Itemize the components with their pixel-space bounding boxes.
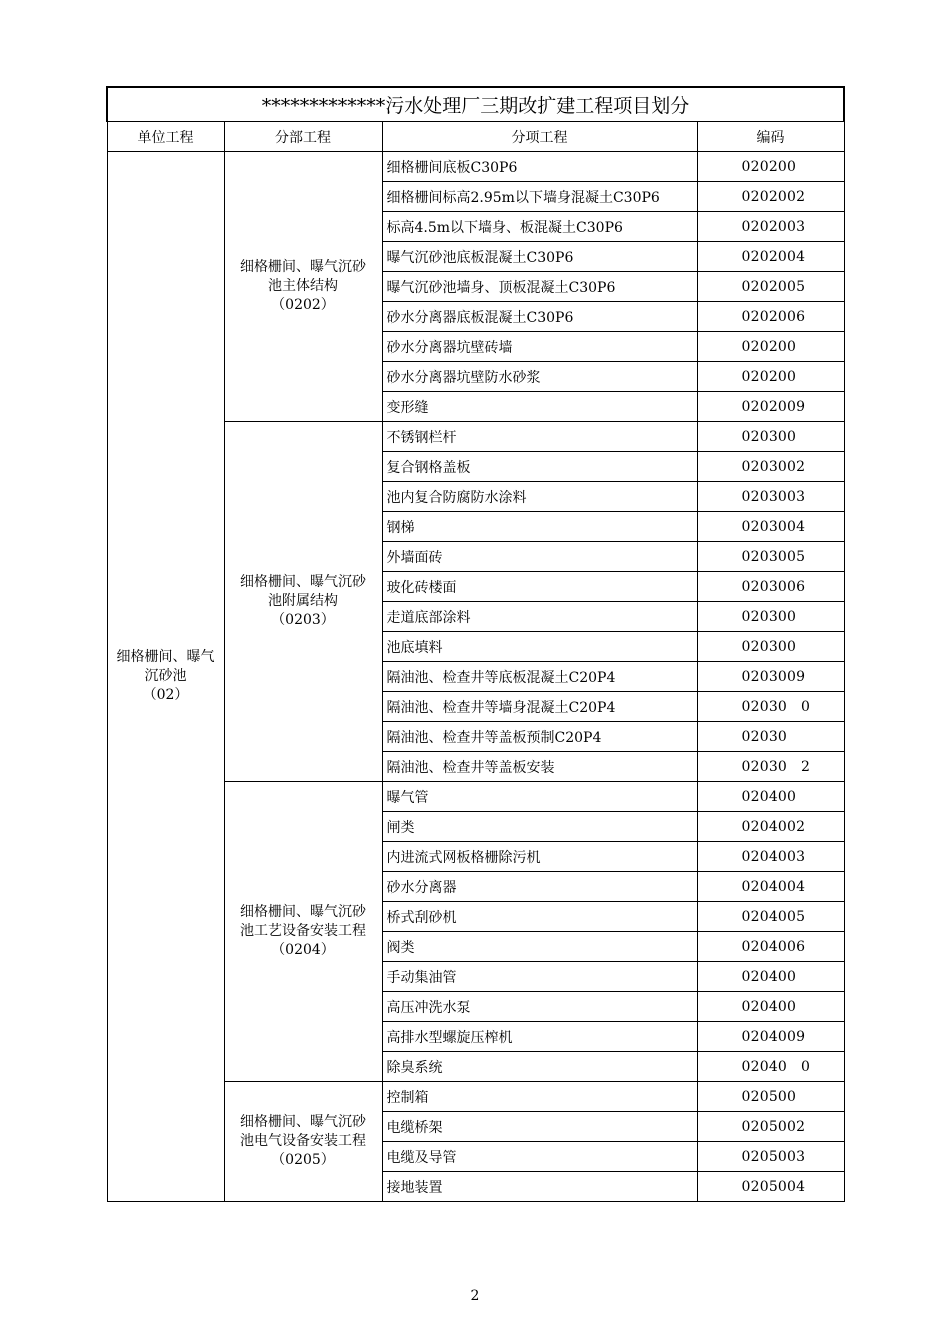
sub-item-cell: 高压冲洗水泵 [382, 992, 697, 1022]
project-division-table [106, 86, 845, 1202]
code-cell: 020300 [697, 632, 844, 662]
code-cell: 020300 [697, 422, 844, 452]
division-project-line: （0204） [271, 942, 335, 958]
code-cell: 0203009 [697, 662, 844, 692]
division-project-line: 池电气设备安装工程 [240, 1133, 366, 1149]
unit-project-line: （02） [142, 687, 189, 703]
sub-item-cell: 隔油池、检查井等盖板预制C20P4 [382, 722, 697, 752]
unit-project-cell [107, 152, 224, 1202]
sub-item-cell: 池内复合防腐防水涂料 [382, 482, 697, 512]
code-cell: 02040 0 [697, 1052, 844, 1082]
title-row [107, 87, 844, 122]
code-cell: 0204005 [697, 902, 844, 932]
division-project-line: 细格栅间、曝气沉砂 [240, 904, 366, 920]
division-project-line: 细格栅间、曝气沉砂 [240, 574, 366, 590]
division-project-cell [224, 1082, 382, 1202]
code-cell: 0203003 [697, 482, 844, 512]
sub-item-cell: 电缆及导管 [382, 1142, 697, 1172]
code-cell: 0202009 [697, 392, 844, 422]
code-cell: 0204003 [697, 842, 844, 872]
code-cell: 0204002 [697, 812, 844, 842]
code-cell: 0203004 [697, 512, 844, 542]
code-cell: 0203002 [697, 452, 844, 482]
code-cell: 020400 [697, 782, 844, 812]
division-project-line: 细格栅间、曝气沉砂 [240, 259, 366, 275]
code-cell: 020200 [697, 332, 844, 362]
sub-item-cell: 隔油池、检查井等底板混凝土C20P4 [382, 662, 697, 692]
sub-item-cell: 池底填料 [382, 632, 697, 662]
page-number: 2 [470, 1288, 480, 1304]
sub-item-cell: 砂水分离器坑壁防水砂浆 [382, 362, 697, 392]
sub-item-cell: 闸类 [382, 812, 697, 842]
sub-item-cell: 标高4.5m以下墙身、板混凝土C30P6 [382, 212, 697, 242]
header-unit: 单位工程 [107, 122, 224, 152]
sub-item-cell: 阀类 [382, 932, 697, 962]
code-cell: 020300 [697, 602, 844, 632]
code-cell: 02030 0 [697, 692, 844, 722]
sub-item-cell: 细格栅间底板C30P6 [382, 152, 697, 182]
sub-item-cell: 钢梯 [382, 512, 697, 542]
header-item: 分项工程 [382, 122, 697, 152]
sub-item-cell: 不锈钢栏杆 [382, 422, 697, 452]
sub-item-cell: 隔油池、检查井等盖板安装 [382, 752, 697, 782]
code-cell: 0205003 [697, 1142, 844, 1172]
sub-item-cell: 玻化砖楼面 [382, 572, 697, 602]
table-title: *************污水处理厂三期改扩建工程项目划分 [107, 87, 844, 122]
code-cell: 020400 [697, 962, 844, 992]
code-cell: 0202004 [697, 242, 844, 272]
header-code: 编码 [697, 122, 844, 152]
sub-item-cell: 外墙面砖 [382, 542, 697, 572]
code-cell: 02030 [697, 722, 844, 752]
code-cell: 0202002 [697, 182, 844, 212]
division-project-cell [224, 422, 382, 782]
sub-item-cell: 桥式刮砂机 [382, 902, 697, 932]
code-cell: 0202003 [697, 212, 844, 242]
code-cell: 0202006 [697, 302, 844, 332]
header-row [107, 122, 844, 152]
division-project-cell [224, 782, 382, 1082]
code-cell: 02030 2 [697, 752, 844, 782]
division-project-line: （0202） [271, 297, 335, 313]
sub-item-cell: 砂水分离器底板混凝土C30P6 [382, 302, 697, 332]
sub-item-cell: 砂水分离器 [382, 872, 697, 902]
code-cell: 0204006 [697, 932, 844, 962]
sub-item-cell: 接地装置 [382, 1172, 697, 1202]
header-division: 分部工程 [224, 122, 382, 152]
sub-item-cell: 曝气管 [382, 782, 697, 812]
sub-item-cell: 复合钢格盖板 [382, 452, 697, 482]
division-project-line: 细格栅间、曝气沉砂 [240, 1114, 366, 1130]
sub-item-cell: 内进流式网板格栅除污机 [382, 842, 697, 872]
division-project-line: 池工艺设备安装工程 [240, 923, 366, 939]
code-cell: 0203005 [697, 542, 844, 572]
division-project-line: 池附属结构 [268, 593, 338, 609]
sub-item-cell: 砂水分离器坑壁砖墙 [382, 332, 697, 362]
sub-item-cell: 除臭系统 [382, 1052, 697, 1082]
sub-item-cell: 隔油池、检查井等墙身混凝土C20P4 [382, 692, 697, 722]
sub-item-cell: 细格栅间标高2.95m以下墙身混凝土C30P6 [382, 182, 697, 212]
sub-item-cell: 曝气沉砂池底板混凝土C30P6 [382, 242, 697, 272]
code-cell: 020200 [697, 362, 844, 392]
sub-item-cell: 高排水型螺旋压榨机 [382, 1022, 697, 1052]
division-project-cell [224, 152, 382, 422]
code-cell: 0205004 [697, 1172, 844, 1202]
code-cell: 0204009 [697, 1022, 844, 1052]
division-project-line: 池主体结构 [268, 278, 338, 294]
sub-item-cell: 电缆桥架 [382, 1112, 697, 1142]
code-cell: 0204004 [697, 872, 844, 902]
code-cell: 0202005 [697, 272, 844, 302]
division-project-line: （0203） [271, 612, 335, 628]
sub-item-cell: 走道底部涂料 [382, 602, 697, 632]
code-cell: 020200 [697, 152, 844, 182]
table-row [107, 152, 844, 182]
sub-item-cell: 手动集油管 [382, 962, 697, 992]
code-cell: 0203006 [697, 572, 844, 602]
sub-item-cell: 曝气沉砂池墙身、顶板混凝土C30P6 [382, 272, 697, 302]
unit-project-line: 细格栅间、曝气 [116, 649, 215, 665]
division-project-line: （0205） [271, 1152, 335, 1168]
sub-item-cell: 变形缝 [382, 392, 697, 422]
sub-item-cell: 控制箱 [382, 1082, 697, 1112]
unit-project-line: 沉砂池 [144, 668, 187, 684]
code-cell: 020400 [697, 992, 844, 1022]
code-cell: 0205002 [697, 1112, 844, 1142]
code-cell: 020500 [697, 1082, 844, 1112]
